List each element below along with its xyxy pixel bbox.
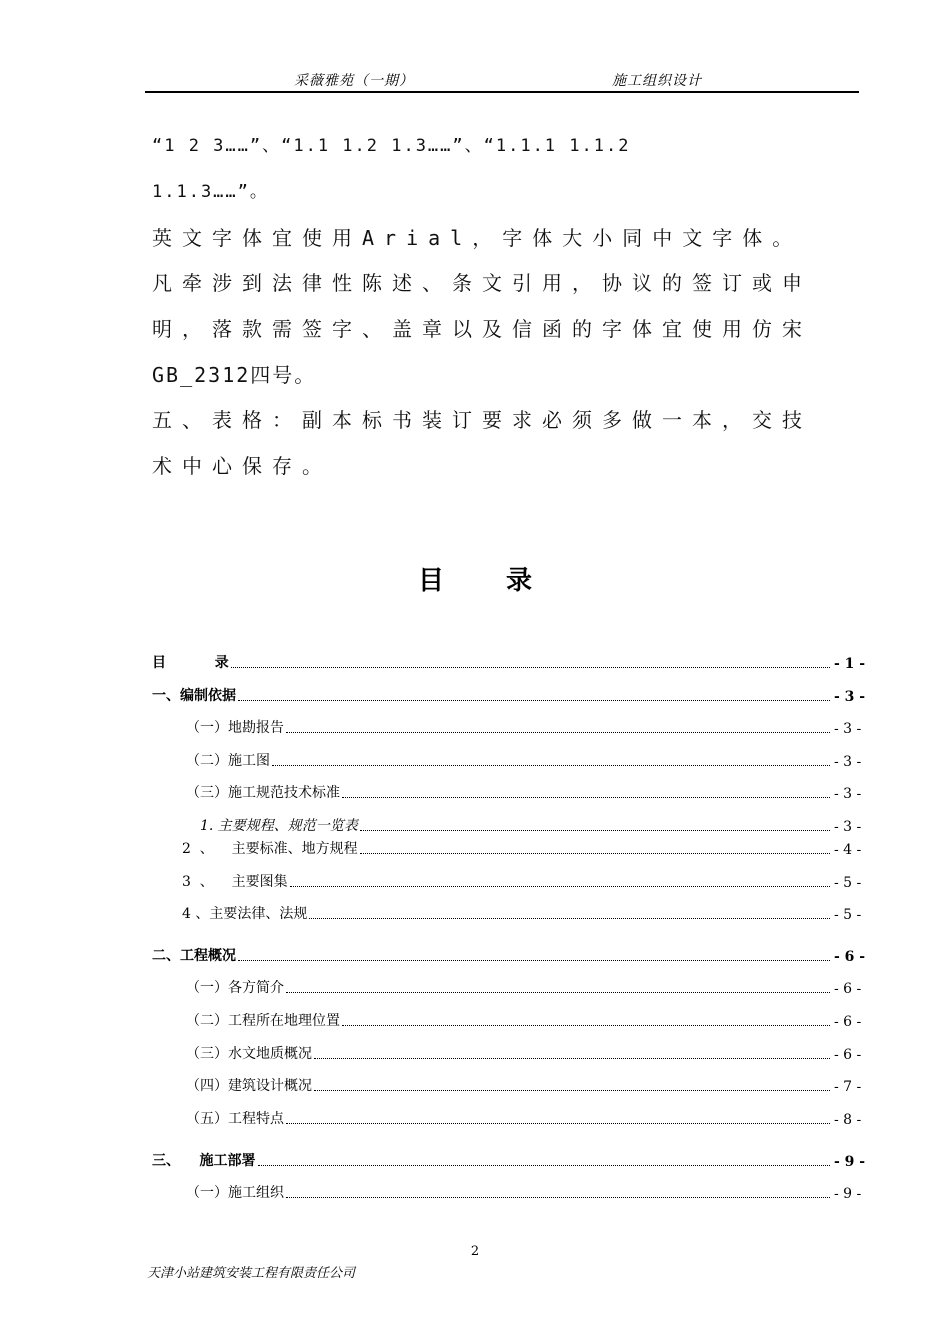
toc-entry-label: （二）施工图 xyxy=(186,753,270,769)
toc-entry-page: - 4 - xyxy=(834,842,862,858)
toc-leader xyxy=(342,796,830,798)
toc-entry-label: （一）各方简介 xyxy=(186,980,284,996)
toc-entry[interactable] xyxy=(152,977,860,997)
toc-entry-label: （一）地勘报告 xyxy=(186,720,284,736)
toc-entry-label: （三）施工规范技术标准 xyxy=(186,785,340,801)
header-rule xyxy=(145,91,859,93)
body-line-4: 凡牵涉到法律性陈述、条文引用，协议的签订或申 xyxy=(152,271,812,295)
toc-entry[interactable] xyxy=(152,945,866,965)
toc-title: 目录 xyxy=(417,566,594,596)
toc-leader xyxy=(314,1089,830,1091)
toc-entry[interactable] xyxy=(152,903,860,923)
toc-entry-page: - 3 - xyxy=(834,754,862,770)
toc-entry[interactable] xyxy=(152,1108,860,1128)
toc-leader xyxy=(231,666,830,668)
toc-leader xyxy=(314,1057,830,1059)
toc-entry-page: - 3 - xyxy=(834,689,866,705)
toc-leader xyxy=(309,917,830,919)
toc-entry[interactable] xyxy=(152,750,860,770)
body-line-5: 明，落款需签字、盖章以及信函的字体宜使用仿宋 xyxy=(152,317,812,341)
toc-leader xyxy=(342,1024,830,1026)
toc-entry-label: （二）工程所在地理位置 xyxy=(186,1013,340,1029)
toc-entry-page: - 3 - xyxy=(834,721,862,737)
body-line-6: GB_2312四号。 xyxy=(152,363,317,387)
page-number: 2 xyxy=(470,1244,480,1259)
toc-entry-page: - 9 - xyxy=(834,1186,862,1202)
toc-leader xyxy=(290,885,830,887)
toc-entry-page: - 5 - xyxy=(834,907,862,923)
toc-entry[interactable] xyxy=(152,1182,860,1202)
toc-entry[interactable] xyxy=(152,838,860,858)
toc-leader xyxy=(286,991,830,993)
toc-entry-page: - 6 - xyxy=(834,1047,862,1063)
header-doc-title: 施工组织设计 xyxy=(612,73,702,89)
toc-leader xyxy=(360,852,830,854)
toc-entry[interactable] xyxy=(152,871,860,891)
toc-leader xyxy=(238,699,830,701)
body-line-2: 1.1.3……”。 xyxy=(152,182,269,202)
toc-entry-page: - 9 - xyxy=(834,1154,866,1170)
body-line-8: 术中心保存。 xyxy=(152,454,332,478)
toc-entry[interactable] xyxy=(152,1150,866,1170)
toc-entry-label: 4 、主要法律、法规 xyxy=(182,906,308,922)
body-line-3: 英文字体宜使用Arial，字体大小同中文字体。 xyxy=(152,226,803,250)
toc-entry-page: - 6 - xyxy=(834,981,862,997)
toc-entry-label: 3 、 主要图集 xyxy=(182,874,288,890)
toc-leader xyxy=(286,731,830,733)
toc-entry-page: - 3 - xyxy=(834,819,862,835)
toc-entry-label: 1. 主要规程、规范一览表 xyxy=(200,818,358,834)
toc-entry[interactable] xyxy=(152,652,866,672)
toc-entry-page: - 6 - xyxy=(834,949,866,965)
toc-entry-page: - 6 - xyxy=(834,1014,862,1030)
toc-entry[interactable] xyxy=(152,685,866,705)
toc-leader xyxy=(272,764,830,766)
toc-entry-page: - 1 - xyxy=(834,656,866,672)
toc-entry[interactable] xyxy=(152,815,860,835)
toc-entry-label: 二、工程概况 xyxy=(152,948,236,964)
toc-leader xyxy=(238,959,830,961)
toc-leader xyxy=(360,829,830,831)
toc-entry-label: （一）施工组织 xyxy=(186,1185,284,1201)
toc-leader xyxy=(258,1164,831,1166)
toc-entry-label: （四）建筑设计概况 xyxy=(186,1078,312,1094)
toc-entry[interactable] xyxy=(152,782,860,802)
toc-leader xyxy=(286,1122,830,1124)
toc-entry-page: - 3 - xyxy=(834,786,862,802)
toc-entry-label: （五）工程特点 xyxy=(186,1111,284,1127)
body-line-7: 五、表格：副本标书装订要求必须多做一本，交技 xyxy=(152,408,812,432)
toc-entry-label: 一、编制依据 xyxy=(152,688,236,704)
footer-company: 天津小站建筑安装工程有限责任公司 xyxy=(147,1266,356,1281)
toc-entry-label: 2 、 主要标准、地方规程 xyxy=(182,841,358,857)
toc-leader xyxy=(286,1196,830,1198)
header-project-name: 采薇雅苑（一期） xyxy=(294,73,414,89)
toc-entry[interactable] xyxy=(152,1043,860,1063)
toc-entry-page: - 5 - xyxy=(834,875,862,891)
toc-entry[interactable] xyxy=(152,1010,860,1030)
toc-entry-page: - 8 - xyxy=(834,1112,862,1128)
toc-entry[interactable] xyxy=(152,717,860,737)
toc-entry-label: 三、 施工部署 xyxy=(152,1153,256,1169)
toc-entry-label: 目 录 xyxy=(152,655,229,671)
toc-entry[interactable] xyxy=(152,1075,860,1095)
toc-entry-page: - 7 - xyxy=(834,1079,862,1095)
body-line-1: “1 2 3……”、“1.1 1.2 1.3……”、“1.1.1 1.1.2 xyxy=(152,136,631,156)
toc-entry-label: （三）水文地质概况 xyxy=(186,1046,312,1062)
